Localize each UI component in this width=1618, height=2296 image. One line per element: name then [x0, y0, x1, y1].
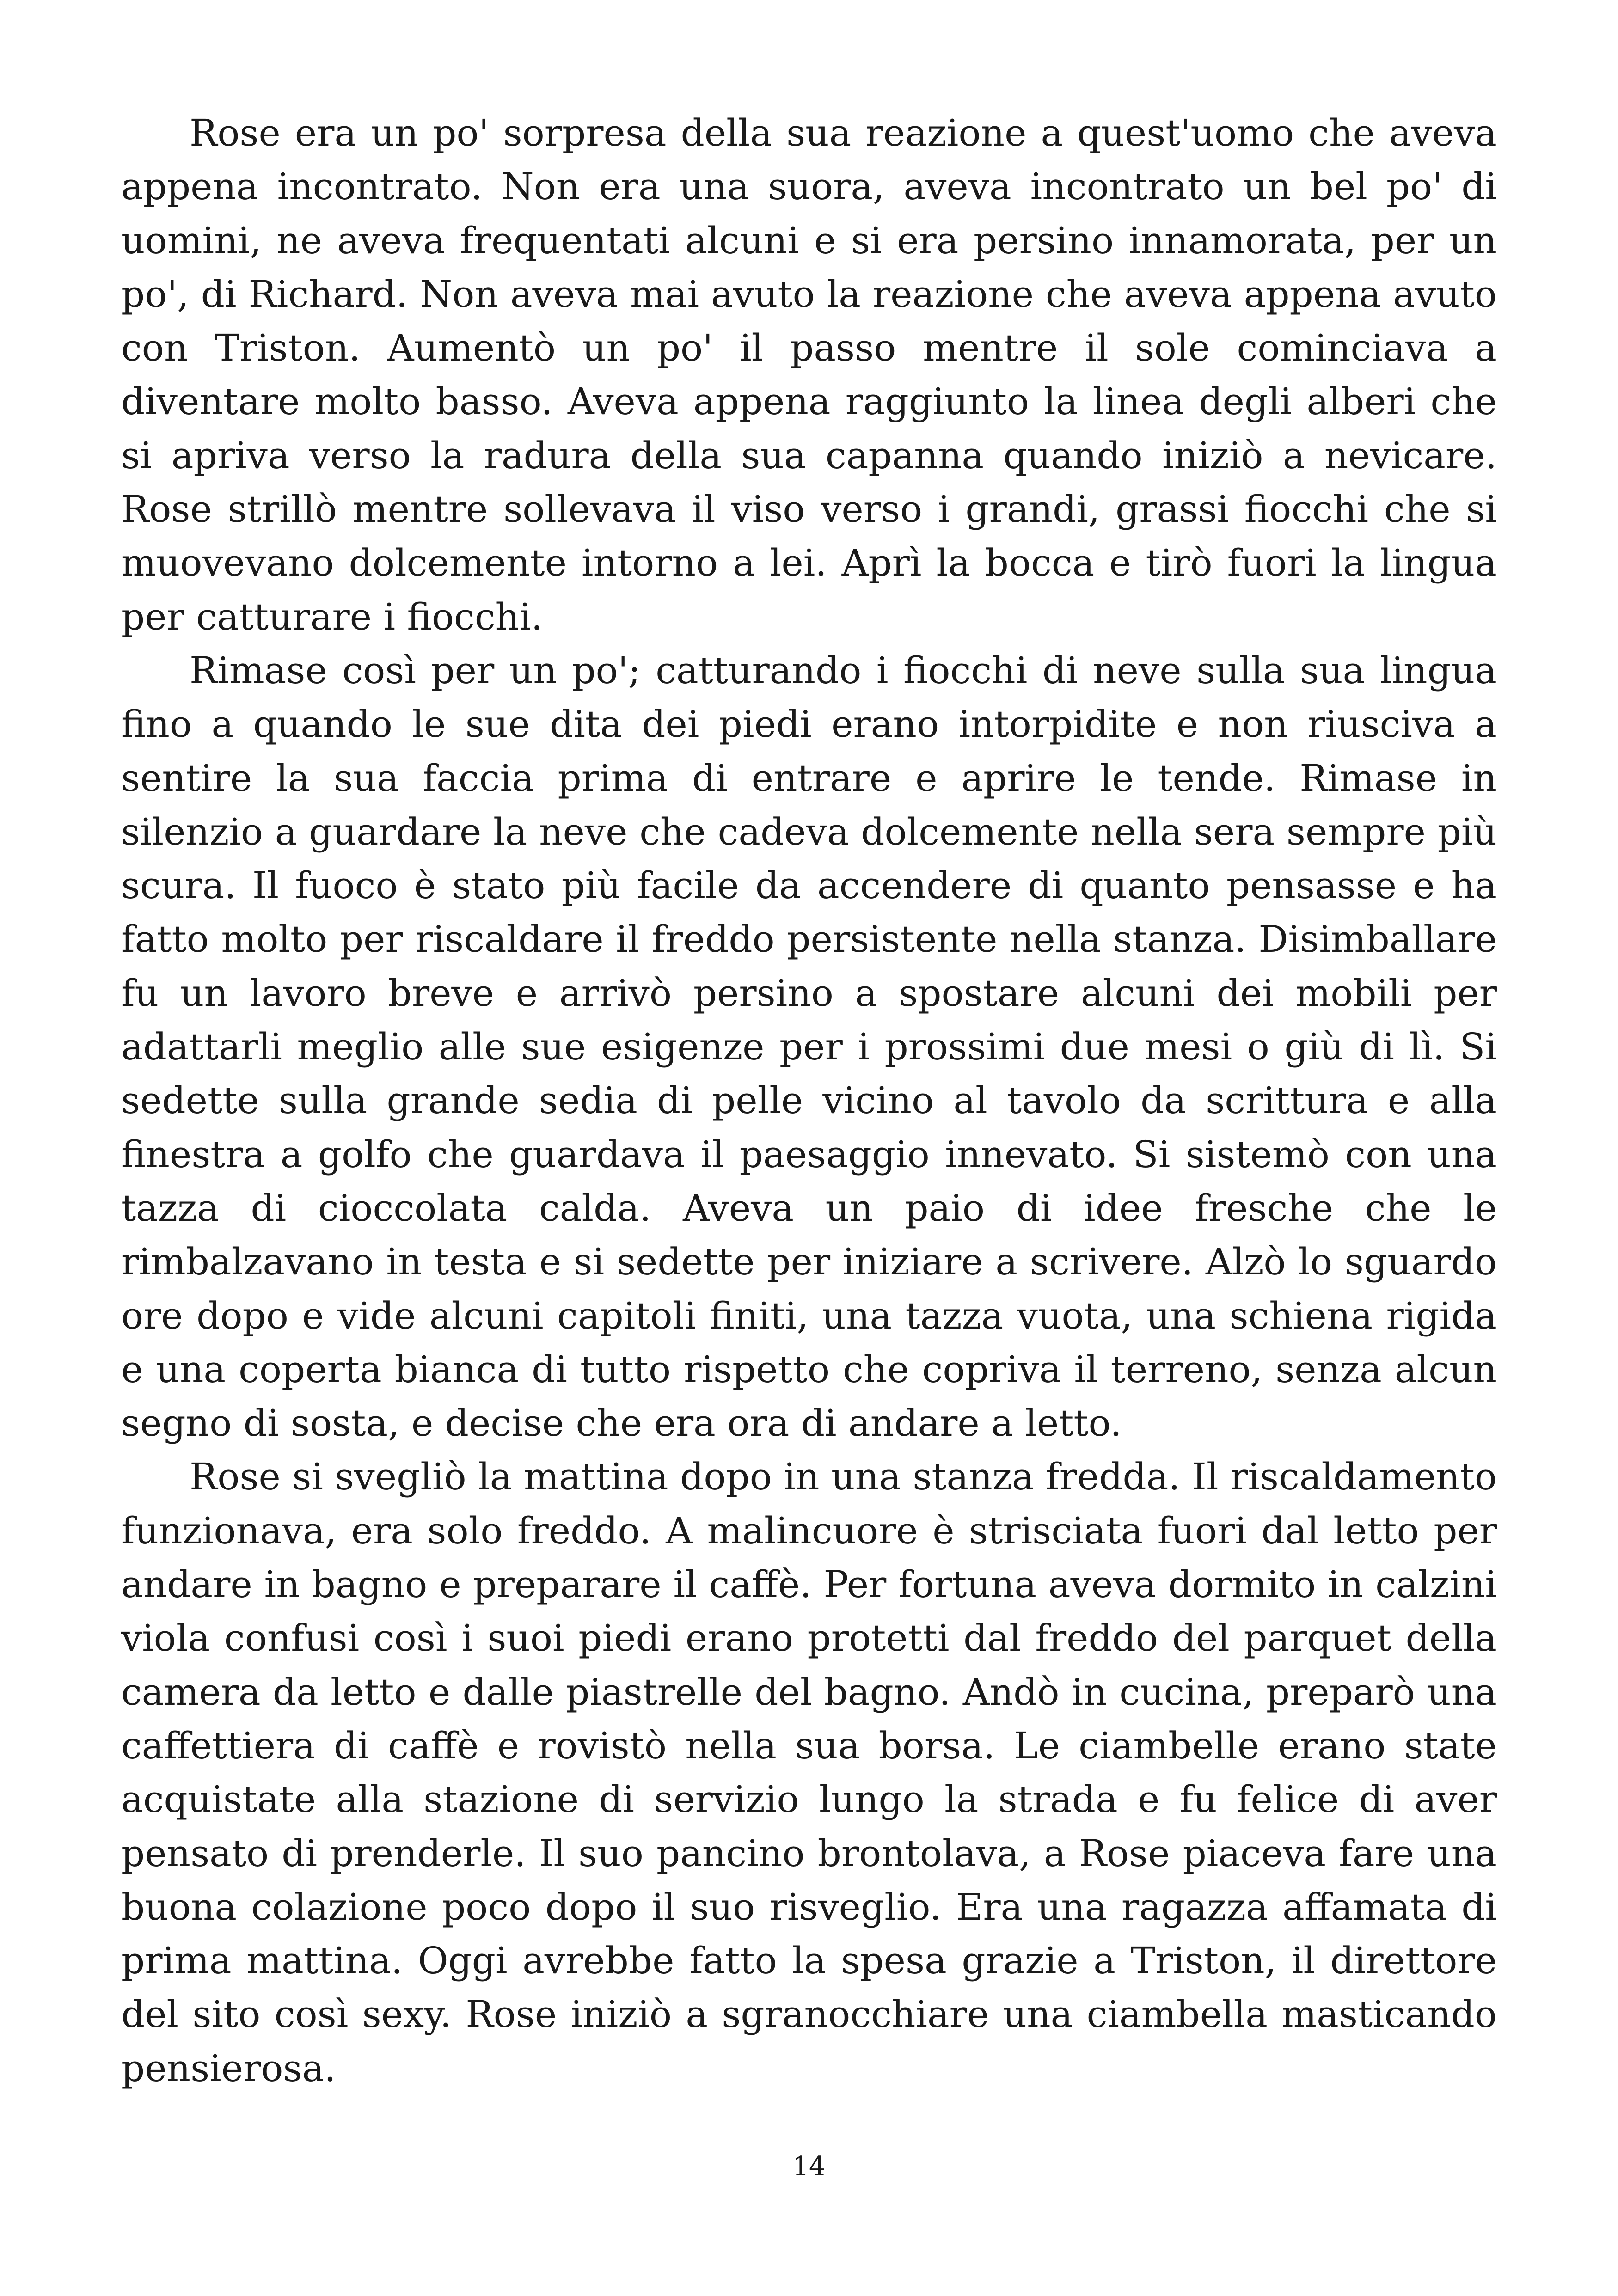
page-body	[121, 106, 1497, 2095]
page-number: 14	[792, 2151, 826, 2181]
paragraph-2: Rimase così per un po'; catturando i fiocchi di neve sulla sua lingua fino a quando le sue dita dei piedi erano intorpidite e non riusciva a sentire la sua faccia prima di entrare e aprire le tende. Rimase in silenzio a guardare la neve che cadeva dolcemente nella sera sempre più scura. Il fuoco è stato più facile da accendere di quanto pensasse e ha fatto molto per riscaldare il freddo persistente nella stanza. Disimballare fu un lavoro breve e arrivò persino a spostare alcuni dei mobili per adattarli meglio alle sue esigenze per i prossimi due mesi o giù di lì. Si sedette sulla grande sedia di pelle vicino al tavolo da scrittura e alla finestra a golfo che guardava il paesaggio innevato. Si sistemò con una tazza di cioccolata calda. Aveva un paio di idee fresche che le rimbalzavano in testa e si sedette per iniziare a scrivere. Alzò lo sguardo ore dopo e vide alcuni capitoli finiti, una tazza vuota, una schiena rigida e una coperta bianca di tutto rispetto che copriva il terreno, senza alcun segno di sosta, e decise che era ora di andare a letto.	[121, 649, 1497, 1445]
paragraph-3: Rose si svegliò la mattina dopo in una stanza fredda. Il riscaldamento funzionava, era solo freddo. A malincuore è strisciata fuori dal letto per andare in bagno e preparare il caffè. Per fortuna aveva dormito in calzini viola confusi così i suoi piedi erano protetti dal freddo del parquet della camera da letto e dalle piastrelle del bagno. Andò in cucina, preparò una caffettiera di caffè e rovistò nella sua borsa. Le ciambelle erano state acquistate alla stazione di servizio lungo la strada e fu felice di aver pensato di prenderle. Il suo pancino brontolava, a Rose piaceva fare una buona colazione poco dopo il suo risveglio. Era una ragazza affamata di prima mattina. Oggi avrebbe fatto la spesa grazie a Triston, il direttore del sito così sexy. Rose iniziò a sgranocchiare una ciambella masticando pensierosa.	[121, 1455, 1497, 2090]
paragraph-1: Rose era un po' sorpresa della sua reazione a quest'uomo che aveva appena incontrato. Non era una suora, aveva incontrato un bel po' di uomini, ne aveva frequentati alcuni e si era persino innamorata, per un po', di Richard. Non aveva mai avuto la reazione che aveva appena avuto con Triston. Aumentò un po' il passo mentre il sole cominciava a diventare molto basso. Aveva appena raggiunto la linea degli alberi che si apriva verso la radura della sua capanna quando iniziò a nevicare. Rose strillò mentre sollevava il viso verso i grandi, grassi fiocchi che si muovevano dolcemente intorno a lei. Aprì la bocca e tirò fuori la lingua per catturare i fiocchi.	[121, 111, 1497, 638]
